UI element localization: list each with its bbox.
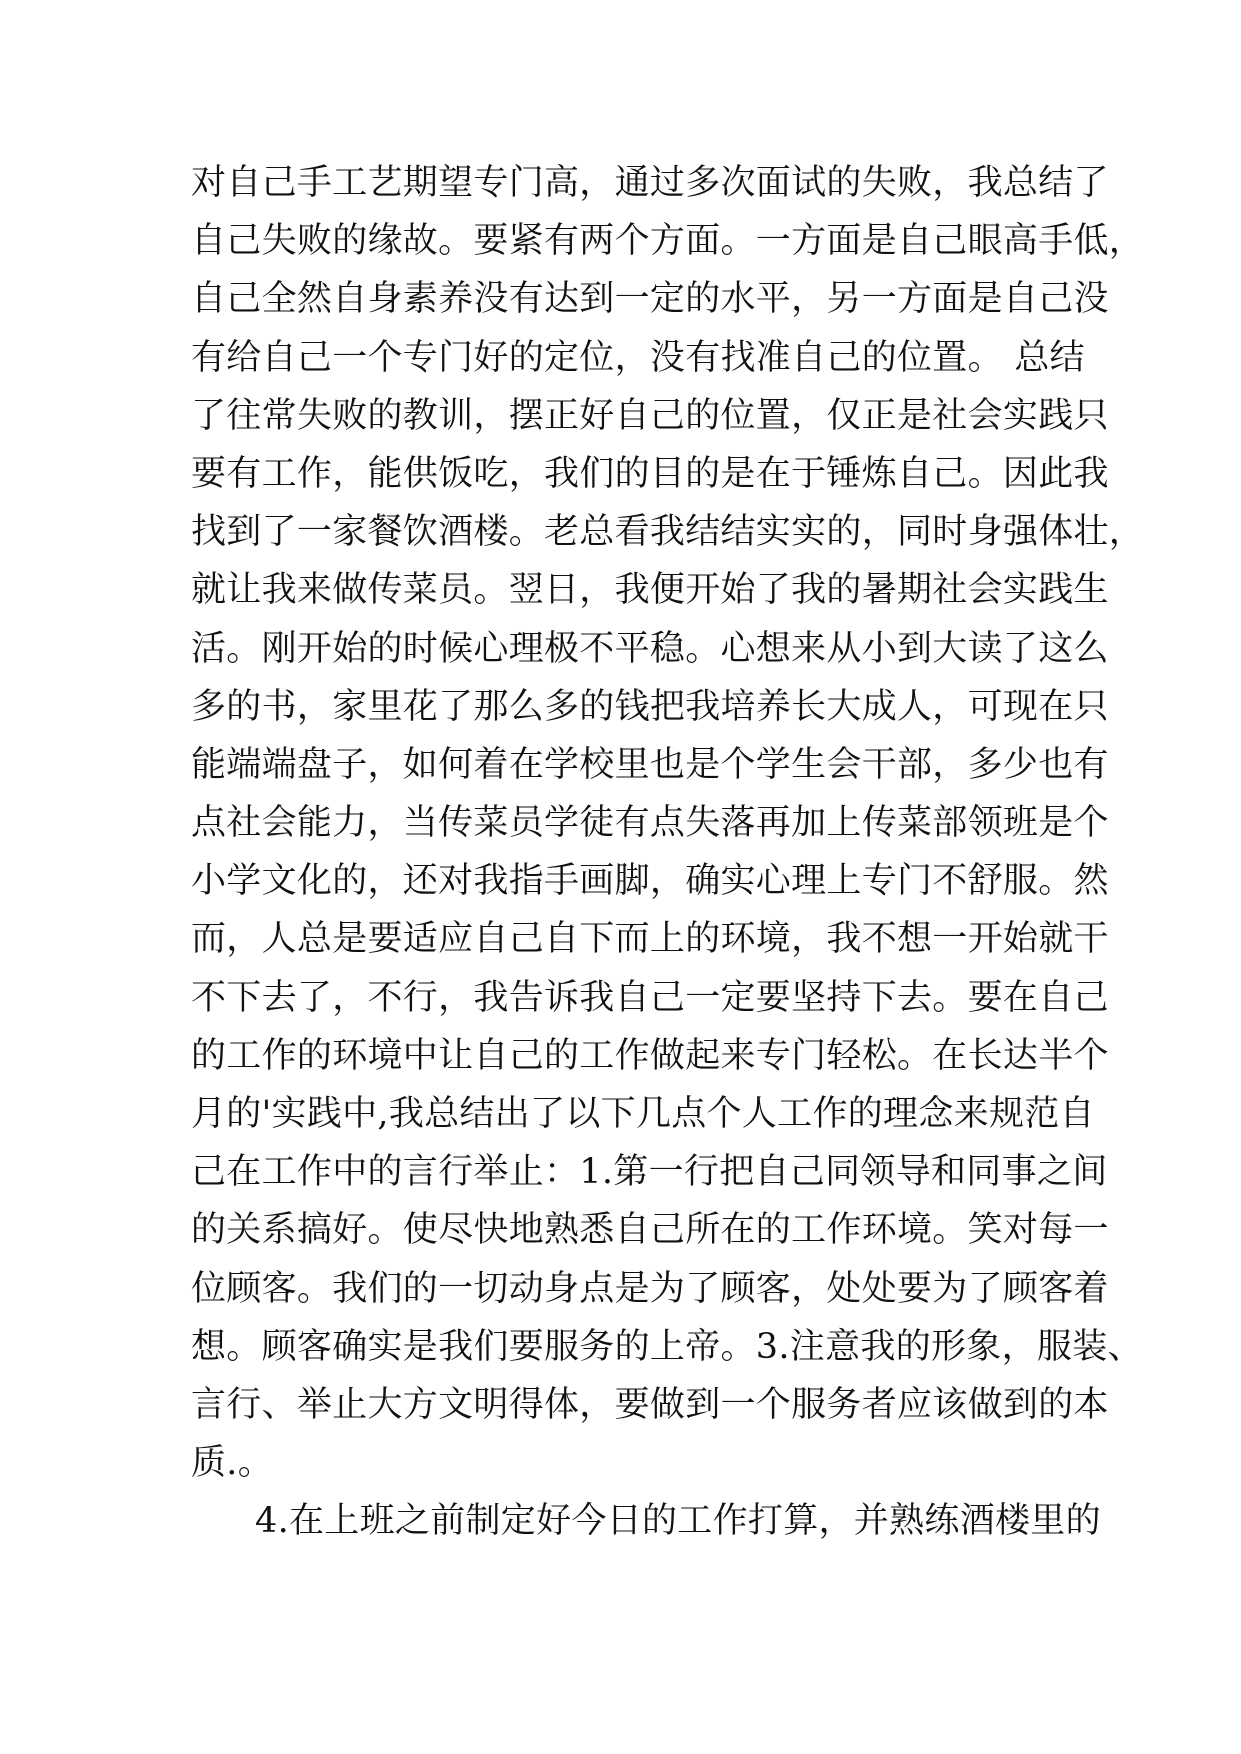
text-line: 质.。 (191, 1443, 274, 1484)
text-line: 了往常失败的教训，摆正好自己的位置，仅正是社会实践只 (191, 395, 1109, 436)
text-line: 小学文化的，还对我指手画脚，确实心理上专门不舒服。然 (191, 861, 1109, 902)
text-line: 言行、举止大方文明得体，要做到一个服务者应该做到的本 (191, 1384, 1109, 1425)
text-line: 活。刚开始的时候心理极不平稳。心想来从小到大读了这么 (191, 628, 1109, 669)
text-line: 的关系搞好。使尽快地熟悉自己所在的工作环境。笑对每一 (191, 1210, 1109, 1251)
text-line: 而，人总是要适应自己自下而上的环境，我不想一开始就干 (191, 919, 1109, 960)
text-line: 能端端盘子，如何着在学校里也是个学生会干部，多少也有 (191, 744, 1109, 785)
text-line: 自己失败的缘故。要紧有两个方面。一方面是自己眼高手低， (191, 221, 1145, 262)
text-line: 点社会能力，当传菜员学徒有点失落再加上传菜部领班是个 (191, 803, 1109, 844)
text-line: 位顾客。我们的一切动身点是为了顾客，处处要为了顾客着 (191, 1268, 1109, 1309)
text-line: 对自己手工艺期望专门高，通过多次面试的失败，我总结了 (191, 163, 1109, 203)
text-line: 自己全然自身素养没有达到一定的水平，另一方面是自己没 (191, 279, 1109, 320)
text-line: 想。顾客确实是我们要服务的上帝。3.注意我的形象，服装、 (191, 1326, 1143, 1367)
text-line: 找到了一家餐饮酒楼。老总看我结结实实的，同时身强体壮， (191, 512, 1145, 553)
text-line: 要有工作，能供饭吃，我们的目的是在于锤炼自己。因此我 (191, 453, 1109, 494)
text-line: 月的'实践中,我总结出了以下几点个人工作的理念来规范自 (191, 1094, 1095, 1134)
body-text (191, 154, 1145, 1551)
text-line: 的工作的环境中让自己的工作做起来专门轻松。在长达半个 (191, 1035, 1109, 1076)
text-line: 多的书，家里花了那么多的钱把我培养长大成人，可现在只 (191, 686, 1109, 727)
text-line: 就让我来做传菜员。翌日，我便开始了我的暑期社会实践生 (191, 570, 1109, 611)
text-line: 有给自己一个专门好的定位，没有找准自己的位置。 总结 (191, 337, 1085, 378)
text-line: 不下去了，不行，我告诉我自己一定要坚持下去。要在自己 (191, 977, 1109, 1018)
paragraph-start-line: 4.在上班之前制定好今日的工作打算，并熟练酒楼里的 (255, 1501, 1101, 1542)
text-line: 己在工作中的言行举止：1.第一行把自己同领导和同事之间 (191, 1152, 1108, 1193)
